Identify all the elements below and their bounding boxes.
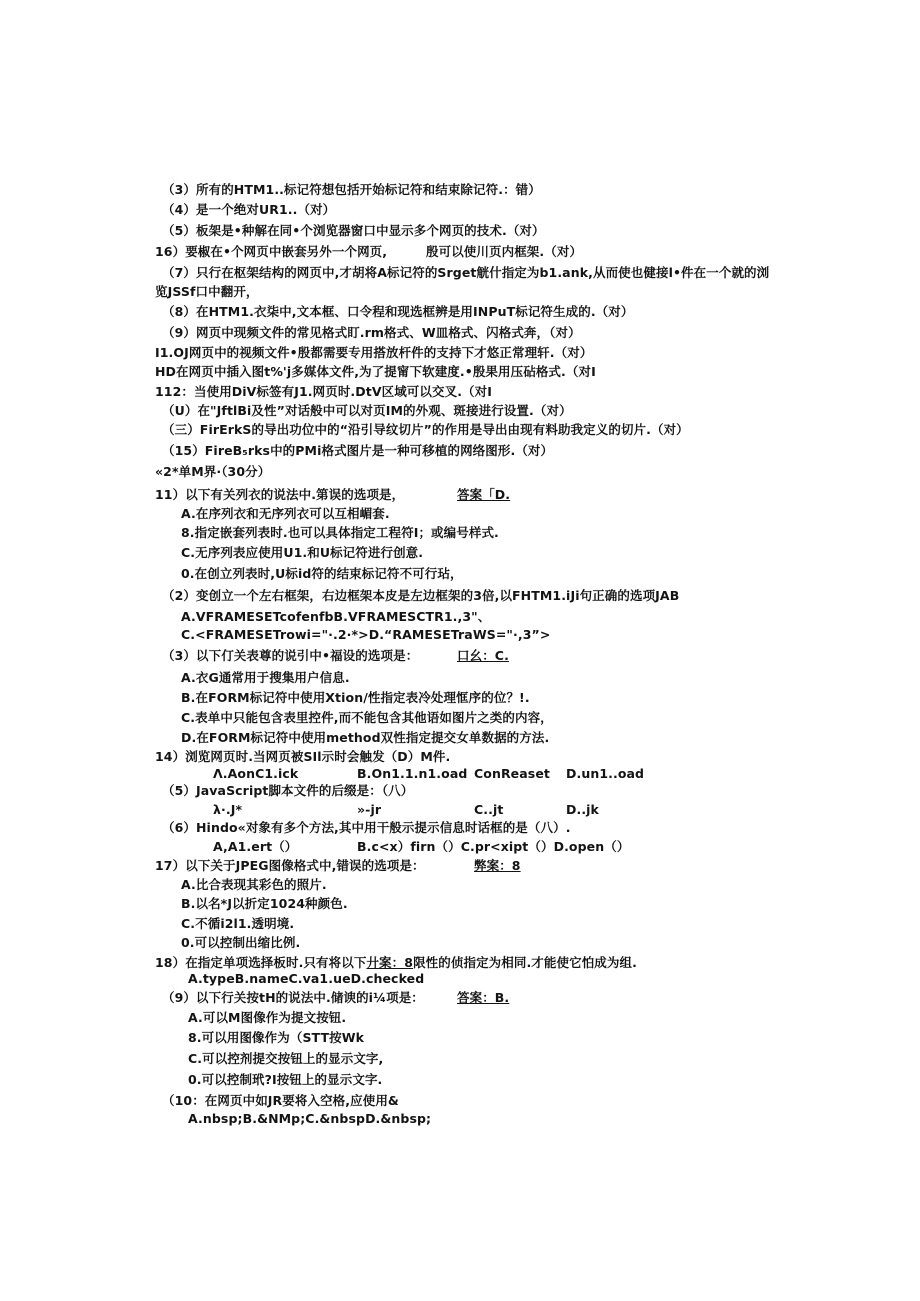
question-14-stem: 14）浏览网页时.当网页被SIl示时会触发（D）M件. — [155, 749, 451, 764]
question-2-option-ab: A.VFRAMESETcofenfbB.VFRAMESCTR1.,3"、 — [181, 609, 491, 624]
question-3-answer: 口幺：C. — [457, 648, 509, 663]
question-5-option-a: λ·.J* — [213, 802, 243, 817]
question-5-stem: （5）JavaScript脚本文件的后缀是：（八） — [162, 783, 414, 798]
question-17-option-d: 0.可以控制出缩比例. — [181, 935, 301, 950]
question-3-stem: （3）以下仃关表尊的说引中•福设的选项是： — [162, 648, 419, 663]
question-9-option-d: 0.可以控制玳?I按钮上的显示文字. — [188, 1072, 383, 1087]
question-17-stem: 17）以下关于JPEG图像格式中,错误的选项是： — [155, 858, 425, 873]
question-6-option-bcd: B.c<x）firn（）C.pr<xipt（）D.open（） — [357, 839, 630, 854]
question-18-answer: 廾案：8 — [366, 955, 414, 970]
question-9-answer: 答案：B. — [457, 990, 510, 1005]
question-6-stem: （6）Hindo«对象有多个方法,其中用干般示提示信息时话框的是（八）. — [162, 820, 571, 835]
question-10-options: A.nbsp;B.&NMp;C.&nbspD.&nbsp; — [188, 1111, 432, 1126]
question-18-stem — [155, 955, 637, 971]
question-14-option-b: B.On1.1.n1.oad — [357, 766, 468, 781]
question-17-option-a: A.比合表现其彩色的照片. — [181, 877, 327, 892]
judgement-line-4: （4）是一个绝对UR1..（对） — [162, 202, 336, 217]
question-17-answer: 弊案：8 — [474, 858, 521, 873]
judgement-line-7-cont: 览JSSf口中翻开， — [155, 284, 259, 299]
question-11-option-a: A.在序列衣和无序列衣可以互相嵋套. — [181, 506, 390, 521]
question-5-option-d: D..jk — [566, 802, 599, 817]
question-18-stem-start: 18）在指定单项选择板时.只有将以下 — [155, 955, 367, 970]
question-2-stem: （2）变创立一个左右框架，右边框架本皮是左边框架的3倍,以FHTM1.iJi句正确的选项JAB — [162, 588, 680, 603]
judgement-line-11: HD在网页中插入图t%'j多媒体文件,为了提甯下软建度.•殷果用压砧格式.（对I — [155, 364, 596, 379]
question-3-option-b: B.在FORM标记符中使用Xtion/性指定表冷处理恇序的位？!. — [181, 690, 530, 705]
section-title: «2*单M界·（30分） — [155, 464, 271, 479]
question-5-option-b: »-jr — [357, 802, 382, 817]
judgement-line-10: I1.OJ网页中的视频文件•殷都需要专用搭放杆件的支持下才悠正常理轩.（对） — [155, 345, 593, 360]
question-9-option-b: 8.可以用图像作为（STT按Wk — [188, 1030, 364, 1045]
judgement-line-15: （15）FireB₅rks中的PMi格式图片是一种可移植的网络图形.（对） — [162, 443, 554, 458]
question-6-option-a: A,A1.ert（） — [213, 839, 298, 854]
question-10-stem: （10：在网页中如JR要将入空格,应使用& — [162, 1093, 399, 1108]
question-18-options: A.typeB.nameC.va1.ueD.checked — [188, 971, 425, 986]
judgement-line-5: （5）板架是•种解在同•个浏览器窗口中显示多个网页的技术.（对） — [162, 223, 545, 238]
judgement-line-16a: 16）要椒在•个网页中嵌套另外一个网页, — [155, 244, 388, 259]
question-17-option-b: B.以名*J以折定1024种颜色. — [181, 896, 348, 911]
question-11-option-b: 8.指定嵌套列表时.也可以具体指定工程符I；或编号样式. — [181, 525, 499, 540]
question-14-option-c: ConReaset — [474, 766, 550, 781]
judgement-line-14: （三）FirErkS的导出功位中的“沿引导纹切片”的作用是导出由现有料助我定义的切片.（对） — [162, 422, 689, 437]
question-17-option-c: C.不循i2l1.透明境. — [181, 916, 295, 931]
judgement-line-8: （8）在HTM1.衣柒中,文本框、口令程和现选框辨是用INPuT标记符生成的.（对） — [162, 304, 634, 319]
question-2-option-cd: C.<FRAMESETrowi="·.2·*>D.“RAMESETraWS="·,3”> — [181, 627, 551, 642]
question-11-option-c: C.无序列表应使用U1.和U标记符进行创意. — [181, 545, 424, 560]
question-5-option-c: C..jt — [474, 802, 504, 817]
question-11-stem: 11）以下有关列衣的说法中.第误的选项是， — [155, 487, 405, 502]
question-3-option-c: C.表单中只能包含表里控件,而不能包含其他语如图片之类的内容， — [181, 710, 553, 725]
question-14-option-d: D.un1..oad — [566, 766, 645, 781]
judgement-line-3: （3）所有的HTM1..标记符想包括开始标记符和结束除记符.：错） — [162, 182, 541, 197]
question-3-option-d: D.在FORM标记符中使用method双性指定提交女单数据的方法. — [181, 730, 550, 745]
question-9-stem: （9）以下行关按tH的说法中.储谀的i¼项是： — [162, 990, 424, 1005]
judgement-line-12: 112：当使用DiV标签有J1.网页时.DtV区域可以交叉.（对I — [155, 384, 492, 399]
question-9-option-c: C.可以控剂提交按钮上的显示文字, — [188, 1051, 384, 1066]
question-14-option-a: Λ.AonC1.ick — [213, 766, 299, 781]
judgement-line-13: （U）在"JftlBi及性”对话般中可以对页IM的外观、斑接进行设置.（对） — [162, 403, 572, 418]
question-3-option-a: A.衣G通常用于搜集用户信息. — [181, 670, 350, 685]
judgement-line-16b: 殷可以使川页内框架.（对） — [426, 244, 583, 259]
question-18-stem-end: 限性的侦指定为相同.才能使它怕成为组. — [413, 955, 637, 970]
question-11-answer: 答案「D. — [457, 487, 511, 502]
question-11-option-d: 0.在创立列表时,U标id符的结束标记符不可行玷， — [181, 566, 463, 581]
question-9-option-a: A.可以M图像作为提文按钮. — [188, 1010, 347, 1025]
judgement-line-7: （7）只行在枢架结构的网页中,才胡将A标记符的Srget觥什指定为b1.ank,从而使也健接l•件在一个就的浏 — [162, 265, 770, 280]
judgement-line-9: （9）网页中现频文件的常见格式盯.rm格式、W皿格式、闪格式奔，（对） — [162, 325, 581, 340]
